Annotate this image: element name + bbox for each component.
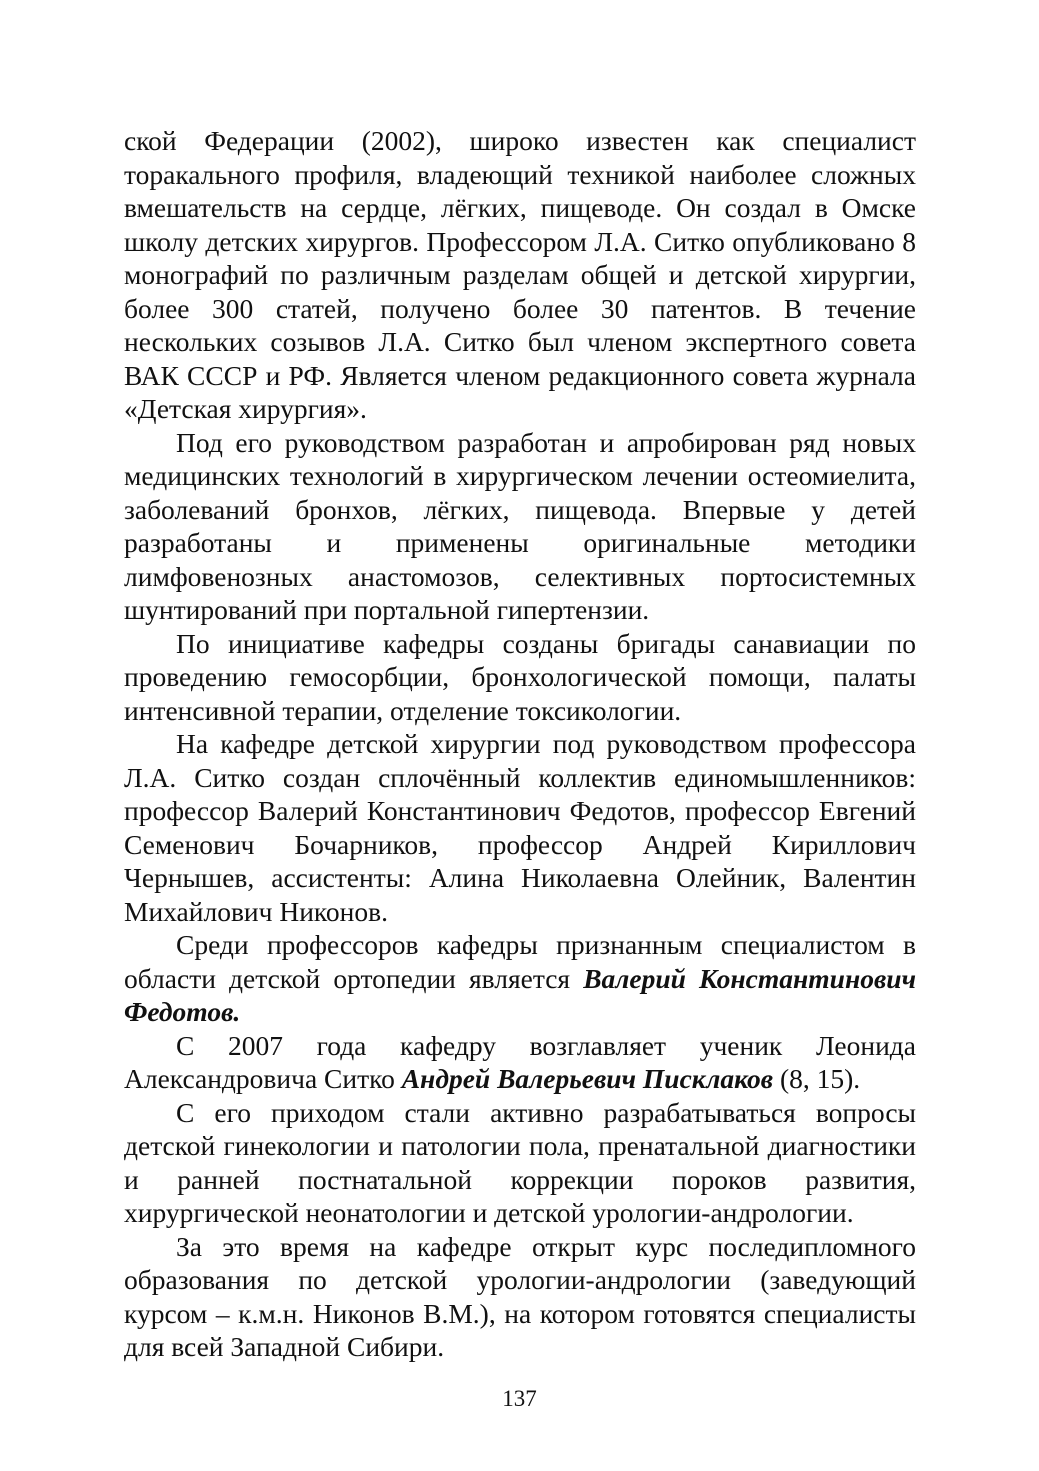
paragraph-2: Под его руководством разработан и апробирован ряд новых медицинских технологий в хирургическом лечении остеомиелита, заболеваний бронхов, лёгких, пищевода. Впервые у детей разработаны и применены оригинальные методики лимфовенозных анастомозов, селективных портосистемных шунтирований при портальной гипертензии.: [124, 426, 916, 625]
paragraph-6-text: С 2007 года кафедру возглавляет ученик Леонида Александровича Ситко: [124, 1029, 916, 1094]
paragraph-1: ской Федерации (2002), широко известен как специалист торакального профиля, владеющий техникой наиболее сложных вмешательств на сердце, лёгких, пищеводе. Он создал в Омске школу детских хирургов. Профессором Л.А. Ситко опубликовано 8 монографий по различным разделам общей и детской хирургии, более 300 статей, получено более 30 патентов. В течение нескольких созывов Л.А. Ситко был членом экспертного совета ВАК СССР и РФ. Является членом редакционного совета журнала «Детская хирургия».: [124, 125, 916, 424]
paragraph-5-text: Среди профессоров кафедры признанным специалистом в области детской ортопедии является: [124, 929, 916, 994]
paragraph-5: [124, 928, 916, 1029]
page-number: 137: [502, 1386, 537, 1411]
paragraph-4: На кафедре детской хирургии под руководством профессора Л.А. Ситко создан сплочённый коллектив единомышленников: профессор Валерий Константинович Федотов, профессор Евгений Семенович Бочарников, профессор Андрей Кириллович Чернышев, ассистенты: Алина Николаевна Олейник, Валентин Михайлович Никонов.: [124, 728, 916, 927]
person-name-fedotov: Валерий Константинович Федотов.: [124, 962, 917, 1027]
body-text: [124, 124, 916, 1364]
paragraph-6-tail: (8, 15).: [773, 1063, 861, 1094]
paragraph-6: [124, 1029, 916, 1096]
paragraph-8: За это время на кафедре открыт курс последипломного образования по детской урологии-андрологии (заведующий курсом – к.м.н. Никонов В.М.), на котором готовятся специалисты для всей Западной Сибири.: [124, 1230, 916, 1362]
paragraph-7: С его приходом стали активно разрабатываться вопросы детской гинекологии и патологии пола, пренатальной диагностики и ранней постнатальной коррекции пороков развития, хирургической неонатологии и детской урологии-андрологии.: [124, 1096, 916, 1228]
paragraph-3: По инициативе кафедры созданы бригады санавиации по проведению гемосорбции, бронхологической помощи, палаты интенсивной терапии, отделение токсикологии.: [124, 627, 916, 726]
person-name-pisklakov: Андрей Валерьевич Писклаков: [401, 1063, 774, 1094]
